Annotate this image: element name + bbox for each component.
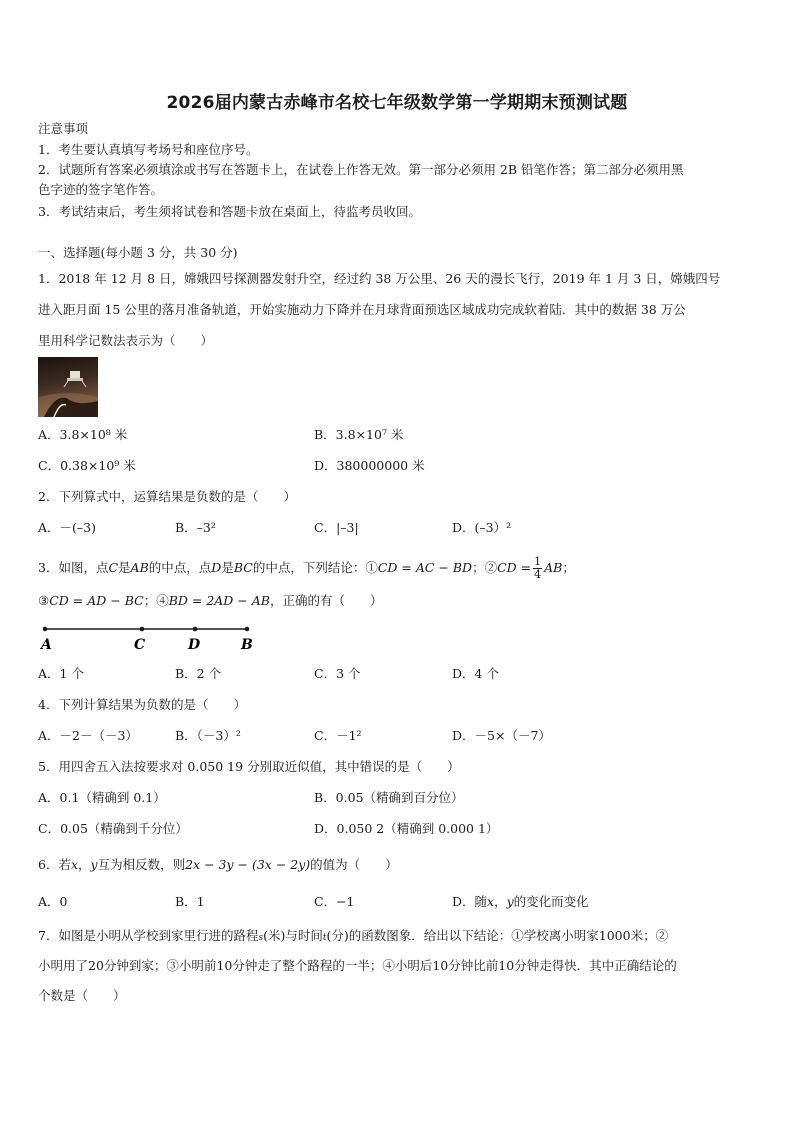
q3-segment-ab: AB bbox=[130, 560, 149, 575]
q6-option-b[interactable]: B．1 bbox=[175, 894, 205, 909]
q1-option-a[interactable]: A．3.8×10⁸ 米 bbox=[38, 427, 128, 442]
q3-conclusion-4: BD = 2AD − AB bbox=[168, 593, 270, 608]
q3-stem-line-1 bbox=[38, 556, 575, 581]
q6-option-c[interactable]: C．−1 bbox=[314, 894, 355, 909]
q4-option-c[interactable]: C．－1² bbox=[314, 728, 362, 743]
q3-text: 的中点，点 bbox=[148, 560, 212, 575]
q3-conclusion-3: CD = AD − BC bbox=[49, 593, 144, 608]
notice-item-2: 2．试题所有答案必须填涂或书写在答题卡上，在试卷上作答无效。第一部分必须用 2B 铅笔作答；第二部分必须用黑 bbox=[38, 162, 684, 177]
q6-var-y: y bbox=[90, 857, 98, 872]
q3-text: ③ bbox=[38, 593, 50, 608]
q3-option-a[interactable]: A．1 个 bbox=[38, 666, 84, 681]
q6-var-x: x bbox=[487, 894, 495, 909]
q7-var-s: s bbox=[258, 933, 264, 943]
q2-option-c[interactable]: C．|–3| bbox=[314, 520, 359, 535]
notice-item-3: 3．考试结束后，考生须将试卷和答题卡放在桌面上，待监考员收回。 bbox=[38, 204, 421, 219]
q2-option-d[interactable]: D．(–3）² bbox=[452, 520, 512, 535]
q3-segment-bc: BC bbox=[233, 560, 253, 575]
q3-text: 是 bbox=[221, 560, 234, 575]
q6-text: 的值为（ ） bbox=[310, 857, 398, 872]
q2-option-b[interactable]: B．–3² bbox=[175, 520, 216, 535]
lunar-landing-image bbox=[38, 357, 98, 417]
q4-option-d[interactable]: D．－5×（－7） bbox=[452, 728, 551, 743]
q7-text: 分钟走得快．其中正确结论的 bbox=[514, 958, 677, 973]
point-b-dot bbox=[245, 627, 250, 632]
q7-text: 米；② bbox=[630, 928, 669, 943]
q1-line-2: 进入距月面 15 公里的落月准备轨道，开始实施动力下降并在月球背面预选区域成功完成软着陆．其中的数据 38 万公 bbox=[38, 302, 686, 317]
q7-number: 1000 bbox=[598, 928, 631, 943]
q3-text: ，正确的有（ ） bbox=[269, 593, 383, 608]
q1-line-3: 里用科学记数法表示为（ ） bbox=[38, 333, 214, 348]
q3-text: 是 bbox=[118, 560, 131, 575]
q7-text: 分钟比前 bbox=[448, 958, 499, 973]
q2-option-a[interactable]: A．－(–3) bbox=[38, 520, 96, 535]
q6-option-d-text: 的变化而变化 bbox=[513, 894, 589, 909]
q7-number: 10 bbox=[498, 958, 515, 973]
q3-option-d[interactable]: D．4 个 bbox=[452, 666, 499, 681]
q7-text: 分钟到家；③小明前 bbox=[103, 958, 217, 973]
q7-line-3: 个数是（ ） bbox=[38, 988, 126, 1003]
page-title: 2026届内蒙古赤峰市名校七年级数学第一学期期末预测试题 bbox=[166, 93, 628, 113]
point-a-dot bbox=[43, 627, 48, 632]
q5-stem: 5．用四舍五入法按要求对 0.050 19 分别取近似值，其中错误的是（ ） bbox=[38, 759, 460, 774]
q3-conclusion-1: CD = AC − BD bbox=[377, 560, 473, 575]
q7-line-2 bbox=[38, 958, 677, 974]
label-b: B bbox=[241, 637, 253, 653]
q6-text: ， bbox=[494, 894, 507, 909]
label-a: A bbox=[41, 637, 52, 653]
q6-text: 互为相反数，则 bbox=[97, 857, 186, 872]
q1-line-1: 1．2018 年 12 月 8 日，嫦娥四号探测器发射升空，经过约 38 万公里、26 天的漫长飞行，2019 年 1 月 3 日，嫦娥四号 bbox=[38, 271, 721, 286]
q6-var-x: x bbox=[70, 857, 79, 872]
label-c: C bbox=[134, 637, 146, 653]
fraction-numerator: 1 bbox=[534, 555, 542, 568]
q5-option-b[interactable]: B．0.05（精确到百分位） bbox=[314, 790, 464, 805]
q1-option-c[interactable]: C．0.38×10⁹ 米 bbox=[38, 458, 136, 473]
q7-line-1 bbox=[38, 928, 668, 946]
q6-stem bbox=[38, 857, 398, 873]
section-heading: 一、选择题(每小题 3 分，共 30 分) bbox=[38, 245, 238, 260]
q4-option-a[interactable]: A．－2－（－3） bbox=[38, 728, 138, 743]
notice-item-2-cont: 色字迹的签字笔作答。 bbox=[38, 182, 164, 197]
fraction-denominator: 4 bbox=[534, 568, 542, 581]
q6-option-a[interactable]: A．0 bbox=[38, 894, 68, 909]
point-c-dot bbox=[140, 627, 145, 632]
label-d: D bbox=[188, 637, 201, 653]
q5-option-a[interactable]: A．0.1（精确到 0.1） bbox=[38, 790, 166, 805]
q3-option-b[interactable]: B．2 个 bbox=[175, 666, 222, 681]
q4-stem: 4．下列计算结果为负数的是（ ） bbox=[38, 697, 246, 712]
q3-fraction bbox=[533, 556, 542, 581]
notice-item-1: 1．考生要认真填写考场号和座位序号。 bbox=[38, 142, 259, 157]
q6-var-y: y bbox=[506, 894, 514, 909]
q6-option-d-text: D．随 bbox=[452, 894, 488, 909]
q7-text: (米)与时间 bbox=[263, 928, 323, 943]
q4-option-b[interactable]: B．（－3）² bbox=[175, 728, 241, 743]
q7-var-t: t bbox=[322, 933, 327, 943]
q1-option-b[interactable]: B．3.8×10⁷ 米 bbox=[314, 427, 404, 442]
q7-number: 20 bbox=[88, 958, 104, 973]
q6-text: ， bbox=[78, 857, 91, 872]
q3-text: 3．如图，点 bbox=[38, 560, 109, 575]
q3-conclusion-2-right: AB bbox=[544, 560, 563, 575]
q7-text: 7．如图是小明从学校到家里行进的路程 bbox=[38, 928, 259, 943]
q3-stem-line-2 bbox=[38, 593, 382, 609]
q2-stem: 2．下列算式中，运算结果是负数的是（ ） bbox=[38, 489, 296, 504]
q6-expression: 2x − 3y − (3x − 2y) bbox=[185, 857, 311, 872]
q5-option-c[interactable]: C．0.05（精确到千分位） bbox=[38, 821, 188, 836]
q5-option-d[interactable]: D．0.050 2（精确到 0.000 1） bbox=[314, 821, 499, 836]
q6-text: 6．若 bbox=[38, 857, 71, 872]
q3-text: ；② bbox=[472, 560, 498, 575]
q7-number: 10 bbox=[432, 958, 449, 973]
q7-text: 分钟走了整个路程的一半；④小明后 bbox=[232, 958, 433, 973]
q7-number: 10 bbox=[216, 958, 233, 973]
q3-conclusion-2-left: CD = bbox=[497, 560, 532, 575]
point-d-dot bbox=[193, 627, 198, 632]
q1-option-d[interactable]: D．380000000 米 bbox=[314, 458, 425, 473]
notice-heading: 注意事项 bbox=[38, 121, 89, 136]
q3-line-segment-figure bbox=[38, 620, 258, 654]
q7-text: (分)的函数图象．给出以下结论：①学校离小明家 bbox=[326, 928, 599, 943]
q3-option-c[interactable]: C．3 个 bbox=[314, 666, 361, 681]
q3-point-c: C bbox=[108, 560, 119, 575]
q3-text: ；④ bbox=[143, 593, 169, 608]
q3-text: ； bbox=[562, 560, 575, 575]
q3-text: 的中点，下列结论：① bbox=[252, 560, 378, 575]
q3-point-d: D bbox=[211, 560, 222, 575]
q7-text: 小明用了 bbox=[38, 958, 89, 973]
q6-option-d[interactable] bbox=[452, 894, 589, 910]
